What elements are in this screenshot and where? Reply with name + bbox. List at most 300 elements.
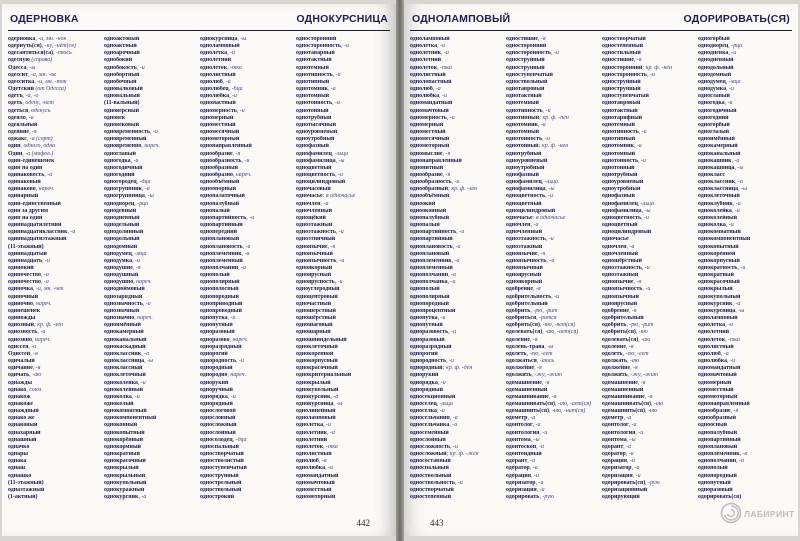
dictionary-entry	[698, 43, 792, 50]
entry-headword: одноэтни́чный	[296, 236, 336, 243]
entry-headword: однору́чный	[200, 386, 233, 393]
entry-grammar-note: , -и	[726, 86, 734, 93]
entry-headword: одно́вековый	[104, 121, 140, 128]
dictionary-entry	[8, 351, 102, 358]
dictionary-entry	[506, 201, 600, 208]
entry-headword: одноязычность	[602, 286, 643, 293]
entry-headword: одонтома	[506, 436, 531, 443]
dictionary-entry	[698, 430, 792, 437]
entry-grammar-note: , -и, мн. -чек	[32, 286, 64, 293]
dictionary-entry	[410, 258, 504, 265]
dictionary-entry	[410, 251, 504, 258]
dictionary-entry	[410, 308, 504, 315]
entry-headword: одноэта́жный	[296, 222, 333, 229]
dictionary-entry	[8, 79, 102, 86]
dictionary-entry	[602, 358, 696, 365]
dictionary-entry	[104, 351, 198, 358]
dictionary-entry	[506, 151, 600, 158]
entry-grammar-note: , -и	[725, 322, 733, 329]
dictionary-entry	[698, 415, 792, 422]
entry-grammar-note: , -а (мифол.)	[22, 150, 54, 157]
entry-headword: одноцве́тность	[296, 171, 336, 178]
entry-grammar-note: , -а	[536, 443, 544, 450]
dictionary-entry	[410, 437, 504, 444]
dictionary-entry	[602, 36, 696, 43]
entry-grammar-note: , -рую	[645, 479, 660, 486]
dictionary-entry	[200, 351, 294, 358]
entry-headword: однофазный	[506, 171, 539, 178]
dictionary-entry	[296, 294, 390, 301]
dictionary-entry	[8, 193, 102, 200]
entry-grammar-note: , -тка	[227, 64, 242, 71]
entry-headword: одна́ждный	[8, 408, 39, 415]
dictionary-entry	[296, 115, 390, 122]
dictionary-entry	[410, 408, 504, 415]
entry-headword: оде́ться	[8, 107, 29, 114]
dictionary-entry	[410, 315, 504, 322]
dictionary-entry	[602, 258, 696, 265]
dictionary-entry	[8, 315, 102, 322]
entry-headword: одорант	[506, 458, 528, 465]
entry-headword: одномачтовый	[410, 107, 449, 114]
entry-headword: однообра́зность	[200, 157, 242, 164]
entry-grammar-note: , -и	[452, 243, 461, 250]
entry-headword: одонтология	[602, 429, 636, 436]
entry-headword: одоризатор	[602, 465, 632, 472]
entry-headword: одноплеменник	[698, 451, 740, 458]
entry-headword: одномандатный	[296, 472, 339, 479]
dictionary-entry	[296, 286, 390, 293]
entry-headword: одноцветность	[602, 214, 642, 221]
entry-headword: одноплановый	[698, 443, 738, 450]
dictionary-entry	[200, 451, 294, 458]
entry-grammar-note: ; кр. ф. -нен	[538, 143, 569, 150]
dictionary-entry	[8, 108, 102, 115]
entry-headword: однократность	[698, 265, 738, 271]
entry-headword: однокритериальный	[296, 372, 352, 379]
entry-headword: одномото́рный	[200, 136, 240, 143]
entry-headword: однотонность	[602, 157, 639, 164]
entry-headword: одноча́стный	[296, 300, 332, 307]
entry-grammar-note: , нареч.	[134, 315, 153, 322]
dictionary-entry	[8, 344, 102, 351]
dictionary-entry	[296, 36, 390, 43]
entry-headword: однонаправленный	[698, 400, 750, 407]
dictionary-entry	[506, 186, 600, 193]
entry-headword: одноду́шно	[104, 279, 134, 286]
dictionary-entry	[698, 351, 792, 358]
entry-headword: однокры́льный	[104, 472, 146, 479]
entry-grammar-note: , -а	[448, 272, 456, 279]
dictionary-entry	[200, 387, 294, 394]
entry-headword: однослогово́й	[200, 408, 236, 415]
entry-grammar-note: , -и	[242, 243, 251, 250]
entry-grammar-note: , -и	[728, 50, 737, 57]
dictionary-entry	[296, 480, 390, 487]
dictionary-entry	[200, 193, 294, 200]
entry-headword: одноствольность	[410, 479, 455, 486]
dictionary-entry	[602, 229, 696, 236]
entry-headword: однолистный	[296, 451, 332, 458]
dictionary-entry	[698, 244, 792, 251]
dictionary-entry	[104, 251, 198, 258]
dictionary-entry	[296, 172, 390, 179]
entry-headword: однокра́сочный	[104, 458, 146, 465]
entry-headword: оди́ннадцатый	[8, 250, 47, 257]
entry-headword: одноглазый	[698, 129, 730, 136]
entry-headword: одомашнить(ся)	[602, 408, 645, 415]
dictionary-entry	[104, 487, 198, 494]
dictionary-entry	[8, 151, 102, 158]
entry-grammar-note: , -и	[137, 379, 146, 386]
dictionary-entry	[296, 72, 390, 79]
dictionary-entry	[296, 387, 390, 394]
entry-headword: одолевать(ся)	[602, 336, 639, 343]
entry-headword: одноцилиндровый	[506, 207, 556, 214]
dictionary-entry	[8, 437, 102, 444]
dictionary-entry	[410, 50, 504, 57]
entry-headword: однопоро́дный	[200, 293, 239, 300]
entry-headword: одногру́ппница	[104, 193, 145, 200]
entry-grammar-note: , -и	[132, 257, 140, 264]
right-page-first-headword: ОДНОЛАМПОВЫЙ	[412, 13, 511, 25]
entry-headword: одночлен	[506, 222, 531, 229]
entry-headword: однопу́тный	[200, 322, 233, 329]
dictionary-entry	[104, 186, 198, 193]
dictionary-entry	[602, 50, 696, 57]
entry-headword: однотомный	[506, 129, 540, 136]
dictionary-entry	[8, 408, 102, 415]
entry-grammar-note: , -и	[536, 486, 545, 493]
dictionary-entry	[200, 50, 294, 57]
left-page-header	[8, 10, 390, 31]
entry-headword: одночасье	[602, 236, 629, 243]
dictionary-entry	[506, 415, 600, 422]
entry-headword: однотипный	[506, 114, 540, 121]
entry-headword: однотомный	[296, 93, 330, 100]
entry-headword: однотипный	[296, 78, 330, 85]
dictionary-entry	[698, 236, 792, 243]
dictionary-entry	[296, 208, 390, 215]
entry-grammar-note: , -а	[532, 422, 541, 429]
dictionary-entry	[410, 193, 504, 200]
entry-headword: одноцили́ндровый	[296, 179, 346, 186]
dictionary-entry	[296, 458, 390, 465]
entry-headword: однопла́новость	[200, 243, 243, 250]
dictionary-entry	[296, 422, 390, 429]
dictionary-entry	[698, 100, 792, 107]
dictionary-entry	[602, 115, 696, 122]
entry-headword: однодне́вный	[104, 214, 140, 221]
dictionary-entry	[506, 451, 600, 458]
dictionary-entry	[104, 337, 198, 344]
dictionary-entry	[200, 380, 294, 387]
entry-grammar-note: , -ы	[626, 436, 636, 443]
entry-headword: одноду́мка	[104, 257, 133, 264]
entry-headword: (11-этажный)	[8, 243, 44, 250]
entry-grammar-note: , оде́нусь	[28, 107, 51, 114]
entry-headword: однотомный	[602, 150, 636, 157]
entry-headword: однота́ктный	[296, 57, 332, 64]
entry-headword: однопо́лосный	[200, 286, 239, 293]
dictionary-entry	[602, 301, 696, 308]
entry-grammar-note: , -жу, -жит	[627, 372, 658, 379]
dictionary-entry	[506, 408, 600, 415]
entry-headword: одесну́ю	[8, 57, 30, 64]
entry-headword: одноэтажный	[506, 243, 543, 250]
entry-grammar-note: , -я	[532, 286, 541, 293]
entry-headword: одномыслие	[410, 150, 443, 157]
dictionary-entry	[506, 72, 600, 79]
dictionary-entry	[410, 351, 504, 358]
entry-headword: однодоли́нный	[104, 229, 144, 236]
entry-headword: одорация	[602, 458, 627, 465]
entry-headword: однокоренной	[698, 250, 736, 257]
entry-headword: одесси́т	[8, 71, 28, 78]
entry-headword: однолетник	[410, 50, 442, 57]
entry-headword: одноразовость	[410, 329, 449, 336]
dictionary-entry	[602, 129, 696, 136]
dictionary-entry	[506, 136, 600, 143]
entry-headword: оди́н за други́м	[8, 207, 49, 214]
entry-headword: односло́вный	[200, 415, 236, 422]
entry-headword: однопалубный	[410, 214, 449, 221]
dictionary-entry	[8, 401, 102, 408]
entry-grammar-note: , -и	[437, 379, 446, 386]
entry-headword: одностворчатый	[410, 486, 454, 493]
entry-headword: однородность	[410, 358, 447, 365]
dictionary-entry	[104, 358, 198, 365]
dictionary-entry	[296, 365, 390, 372]
entry-headword: однообра́зный	[200, 164, 238, 171]
dictionary-entry	[506, 86, 600, 93]
dictionary-entry	[104, 387, 198, 394]
entry-headword: одномачтовый	[698, 372, 737, 379]
dictionary-entry	[8, 372, 102, 379]
dictionary-entry	[200, 136, 294, 143]
entry-headword: одношёрстный	[602, 257, 642, 264]
dictionary-entry	[296, 487, 390, 494]
dictionary-entry	[602, 43, 696, 50]
entry-headword: одномоторный	[698, 393, 738, 400]
entry-headword: одноклассница	[698, 186, 739, 193]
dictionary-entry	[506, 401, 600, 408]
dictionary-entry	[8, 365, 102, 372]
dictionary-entry	[506, 36, 600, 43]
entry-grammar-note: , -льца	[436, 400, 453, 407]
entry-grammar-note: , -и	[455, 479, 463, 486]
dictionary-entry	[602, 430, 696, 437]
left-page-number: 442	[356, 518, 370, 528]
entry-grammar-note: , -а	[625, 451, 634, 458]
dictionary-entry	[602, 437, 696, 444]
dictionary-entry	[602, 222, 696, 229]
dictionary-entry	[698, 387, 792, 394]
entry-headword: однотарифный	[602, 114, 643, 121]
entry-grammar-note: , -и	[737, 265, 746, 271]
entry-grammar-note: , -ы	[545, 186, 555, 193]
dictionary-entry	[296, 322, 390, 329]
entry-headword: одноко́лейка	[104, 379, 138, 386]
dictionary-entry	[410, 122, 504, 129]
entry-grammar-note: , -а	[327, 86, 336, 93]
entry-headword: Оди́н	[8, 150, 23, 157]
entry-grammar-note: , -и	[542, 107, 551, 114]
dictionary-entry	[602, 294, 696, 301]
dictionary-entry	[104, 158, 198, 165]
dictionary-entry	[296, 151, 390, 158]
dictionary-entry	[506, 422, 600, 429]
dictionary-entry	[296, 401, 390, 408]
dictionary-entry	[8, 380, 102, 387]
dictionary-entry	[200, 201, 294, 208]
entry-headword: однодумка	[698, 86, 727, 93]
entry-headword: одногодний	[698, 114, 729, 121]
entry-headword: однорукий	[410, 372, 439, 379]
entry-grammar-note: , -и	[332, 100, 340, 107]
entry-headword: однокры́лый	[104, 465, 139, 472]
entry-grammar-note: , -и	[542, 136, 550, 143]
entry-headword: одноко́лый	[104, 400, 134, 407]
dictionary-entry	[506, 272, 600, 279]
dictionary-entry	[410, 165, 504, 172]
entry-headword: одина́ковый	[8, 179, 41, 186]
entry-headword: односельчанка	[410, 422, 450, 429]
entry-headword: одноро́дность	[200, 358, 237, 365]
entry-headword: одноактовый	[104, 36, 140, 42]
dictionary-entry	[698, 136, 792, 143]
dictionary-entry	[410, 394, 504, 401]
dictionary-entry	[296, 79, 390, 86]
dictionary-entry	[200, 215, 294, 222]
dictionary-entry	[698, 315, 792, 322]
dictionary-entry	[296, 308, 390, 315]
dictionary-entry	[200, 151, 294, 158]
entry-headword: одонтома	[602, 436, 627, 443]
dictionary-entry	[602, 143, 696, 150]
entry-headword: оде́ть	[8, 100, 23, 107]
entry-headword: однооконный	[410, 207, 447, 214]
dictionary-entry	[410, 265, 504, 272]
entry-headword: одношпи́ндельный	[296, 336, 347, 343]
entry-grammar-note: , -а	[529, 465, 538, 472]
dictionary-entry	[506, 100, 600, 107]
entry-headword: однорогий	[200, 350, 228, 357]
entry-headword: однотипность	[506, 107, 543, 114]
entry-headword: одноламповый	[698, 315, 738, 322]
dictionary-entry	[104, 86, 198, 93]
entry-headword: одобрить	[602, 322, 627, 329]
entry-headword: одина́ковость	[8, 171, 45, 178]
entry-grammar-note: , -я	[541, 379, 550, 386]
entry-grammar-note: , -я	[537, 250, 546, 257]
entry-grammar-note: , -и	[641, 265, 650, 271]
entry-headword: однофамилица	[506, 186, 546, 193]
dictionary-entry	[698, 365, 792, 372]
entry-headword: однолетний	[296, 436, 328, 443]
entry-headword: одноэтажный	[602, 272, 639, 279]
dictionary-entry	[698, 358, 792, 365]
entry-headword: одноле́тний	[200, 57, 232, 64]
entry-headword: одомашнивание	[602, 393, 645, 400]
entry-headword: однолетник	[296, 429, 328, 436]
dictionary-entry	[296, 279, 390, 286]
dictionary-entry	[602, 236, 696, 243]
entry-headword: одноше́рстный	[296, 307, 336, 314]
entry-headword: однаэтажный	[8, 486, 45, 493]
dictionary-entry	[200, 65, 294, 72]
dictionary-entry	[200, 344, 294, 351]
dictionary-entry	[8, 394, 102, 401]
entry-headword: одонтоскоп	[506, 443, 537, 450]
dictionary-entry	[8, 265, 102, 272]
entry-headword: однобо́чный	[104, 78, 137, 85]
right-page-columns	[410, 36, 792, 508]
entry-headword: однокла́ссный	[104, 365, 143, 372]
dictionary-entry	[296, 415, 390, 422]
dictionary-entry	[602, 79, 696, 86]
dictionary-entry	[506, 165, 600, 172]
entry-headword: однополчанин	[410, 272, 449, 279]
dictionary-entry	[506, 244, 600, 251]
dictionary-entry	[200, 72, 294, 79]
entry-headword: одноместный	[200, 121, 236, 128]
dictionary-entry	[296, 165, 390, 172]
entry-headword: односоставный	[410, 458, 451, 465]
entry-headword: одноярусный	[296, 272, 332, 279]
entry-headword: одноярусный	[506, 272, 542, 279]
entry-grammar-note: , -аю	[638, 336, 651, 343]
entry-headword: одноколейный	[698, 214, 737, 221]
entry-grammar-note: , -ы	[335, 157, 345, 164]
entry-grammar-note: , -и	[229, 93, 237, 100]
entry-headword: оди́ннадцатилетний	[8, 222, 62, 229]
dictionary-entry	[410, 279, 504, 286]
dictionary-entry	[602, 65, 696, 72]
entry-headword: однома́стный	[200, 100, 236, 107]
dictionary-entry	[296, 143, 390, 150]
entry-grammar-note: , -и	[136, 64, 145, 71]
entry-headword: одобрение	[506, 286, 533, 293]
dictionary-entry	[8, 43, 102, 50]
entry-grammar-note: , -я	[30, 350, 38, 357]
entry-headword: однолю́бец	[200, 86, 229, 93]
dictionary-entry	[200, 365, 294, 372]
dictionary-entry	[200, 286, 294, 293]
entry-headword: одноря́дный	[200, 400, 233, 407]
dictionary-entry	[698, 151, 792, 158]
entry-headword: одонтология	[506, 429, 540, 436]
entry-grammar-note: , -а	[736, 458, 744, 465]
entry-headword: одноразовый	[410, 336, 445, 343]
entry-grammar-note: , -а	[67, 229, 76, 236]
entry-headword: однопартийность	[410, 229, 457, 236]
dictionary-entry	[200, 272, 294, 279]
entry-headword: одобрение	[602, 307, 629, 314]
dictionary-entry	[506, 93, 600, 100]
dictionary-entry	[104, 93, 198, 100]
dictionary-entry	[296, 430, 390, 437]
entry-headword: однотемный	[602, 121, 635, 128]
dictionary-entry	[698, 93, 792, 100]
dictionary-entry	[296, 437, 390, 444]
dictionary-entry	[602, 387, 696, 394]
dictionary-entry	[200, 143, 294, 150]
entry-headword: одногру́ппник	[104, 186, 142, 193]
entry-headword: однотемный	[506, 100, 539, 107]
entry-grammar-note: , -а	[241, 250, 250, 257]
entry-grammar-note: , нареч.	[229, 336, 249, 343]
